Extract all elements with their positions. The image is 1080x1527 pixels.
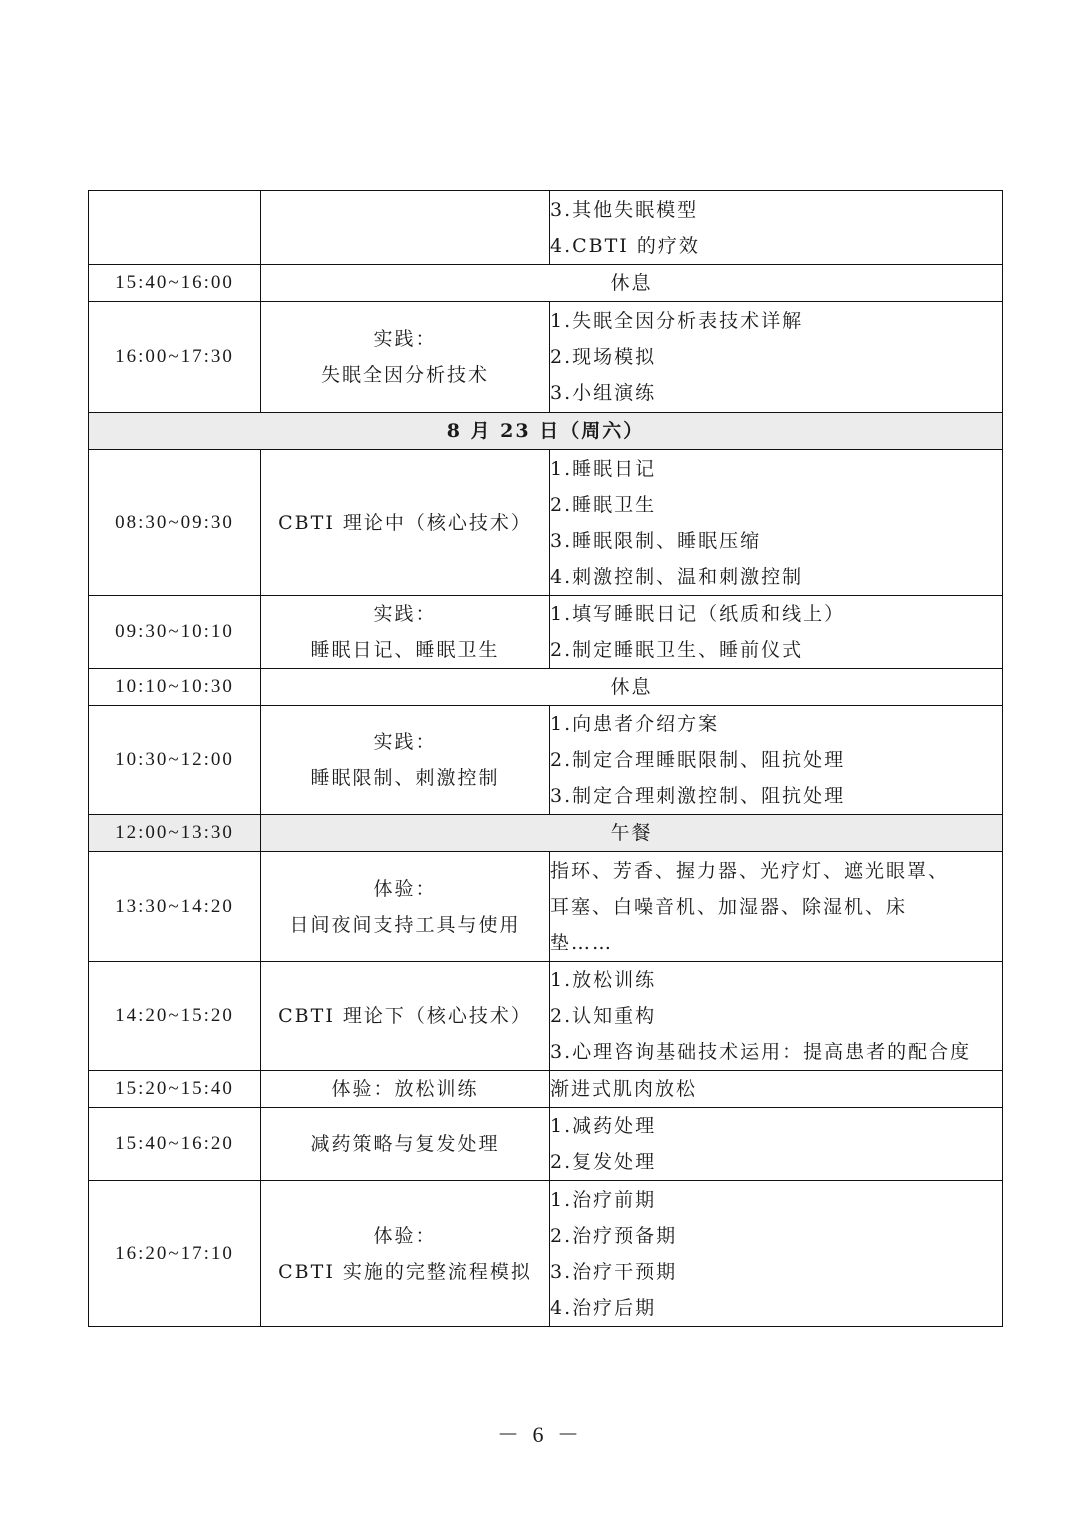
schedule-row: [89, 815, 1003, 852]
content-cell: [550, 1181, 1003, 1327]
topic-line: 体验：: [373, 877, 437, 900]
topic-cell: [261, 962, 550, 1071]
content-line: 3.治疗干预期: [550, 1260, 678, 1283]
content-line: 1.减药处理: [550, 1115, 657, 1137]
content-line: 2.睡眠卫生: [550, 493, 657, 516]
topic-line: 睡眠限制、刺激控制: [310, 767, 500, 789]
time-cell: 14:20~15:20: [89, 962, 261, 1071]
content-cell: [550, 191, 1003, 265]
topic-line: CBTI 理论中（核心技术）: [278, 511, 532, 534]
content-line: 2.复发处理: [550, 1151, 657, 1173]
content-line: 1.向患者介绍方案: [550, 713, 720, 735]
time-cell: 16:00~17:30: [89, 302, 261, 413]
content-cell: [550, 302, 1003, 413]
schedule-row: [89, 191, 1003, 265]
topic-cell: [261, 596, 550, 669]
schedule-row: [89, 1181, 1003, 1327]
content-line: 2.制定合理睡眠限制、阻抗处理: [550, 749, 846, 771]
topic-cell: [261, 1181, 550, 1327]
topic-line: 失眠全因分析技术: [320, 364, 489, 386]
schedule-row: [89, 1108, 1003, 1181]
topic-line: CBTI 实施的完整流程模拟: [278, 1260, 532, 1283]
content-line: 指环、芳香、握力器、光疗灯、遮光眼罩、: [550, 859, 950, 882]
topic-cell: [261, 706, 550, 815]
time-cell: 15:20~15:40: [89, 1071, 261, 1108]
time-cell: 09:30~10:10: [89, 596, 261, 669]
content-cell: [550, 450, 1003, 596]
content-line: 1.填写睡眠日记（纸质和线上）: [550, 603, 846, 625]
content-line: 3.心理咨询基础技术运用：提高患者的配合度: [550, 1041, 972, 1063]
topic-line: 日间夜间支持工具与使用: [289, 913, 521, 936]
topic-cell: [261, 1108, 550, 1181]
content-line: 4.CBTI 的疗效: [550, 234, 700, 257]
content-line: 2.治疗预备期: [550, 1224, 678, 1247]
content-cell: [550, 1071, 1003, 1108]
break-cell: 午餐: [261, 815, 1003, 852]
content-line: 1.放松训练: [550, 969, 657, 991]
content-cell: [550, 706, 1003, 815]
time-cell: 10:10~10:30: [89, 669, 261, 706]
schedule-row: [89, 1071, 1003, 1108]
content-line: 1.失眠全因分析表技术详解: [550, 310, 804, 332]
topic-line: 睡眠日记、睡眠卫生: [310, 639, 500, 661]
content-line: 2.制定睡眠卫生、睡前仪式: [550, 639, 804, 661]
content-line: 3.其他失眠模型: [550, 198, 699, 221]
schedule-row: [89, 450, 1003, 596]
time-cell: [89, 191, 261, 265]
time-cell: 15:40~16:20: [89, 1108, 261, 1181]
content-line: 耳塞、白噪音机、加湿器、除湿机、床: [550, 895, 908, 918]
topic-cell: [261, 302, 550, 413]
schedule-row: [89, 302, 1003, 413]
page-number: － 6 －: [496, 1422, 583, 1447]
topic-line: 实践：: [373, 328, 437, 350]
content-line: 3.睡眠限制、睡眠压缩: [550, 529, 762, 552]
schedule-row: [89, 852, 1003, 962]
time-cell: 13:30~14:20: [89, 852, 261, 962]
schedule-row: [89, 669, 1003, 706]
content-line: 1.睡眠日记: [550, 457, 657, 480]
schedule-row: [89, 962, 1003, 1071]
topic-cell: [261, 450, 550, 596]
topic-line: 减药策略与复发处理: [310, 1133, 500, 1155]
content-line: 4.刺激控制、温和刺激控制: [550, 565, 804, 588]
topic-line: 体验：: [373, 1224, 437, 1247]
topic-cell: [261, 852, 550, 962]
time-cell: 12:00~13:30: [89, 815, 261, 852]
schedule-row: [89, 413, 1003, 450]
content-line: 垫……: [550, 931, 614, 954]
topic-line: 体验：放松训练: [331, 1078, 479, 1100]
content-line: 渐进式肌肉放松: [550, 1078, 698, 1100]
topic-line: CBTI 理论下（核心技术）: [278, 1005, 532, 1027]
topic-cell: [261, 1071, 550, 1108]
time-cell: 10:30~12:00: [89, 706, 261, 815]
content-line: 2.现场模拟: [550, 346, 657, 368]
topic-cell: [261, 191, 550, 265]
time-cell: 16:20~17:10: [89, 1181, 261, 1327]
content-line: 2.认知重构: [550, 1005, 657, 1027]
schedule-row: [89, 265, 1003, 302]
time-cell: 08:30~09:30: [89, 450, 261, 596]
content-line: 3.制定合理刺激控制、阻抗处理: [550, 785, 846, 807]
break-cell: 休息: [261, 669, 1003, 706]
schedule-row: [89, 706, 1003, 815]
topic-line: 实践：: [373, 603, 437, 625]
content-line: 1.治疗前期: [550, 1188, 657, 1211]
schedule-table: [88, 190, 1003, 1327]
topic-line: 实践：: [373, 731, 437, 753]
content-cell: [550, 962, 1003, 1071]
content-cell: [550, 596, 1003, 669]
time-cell: 15:40~16:00: [89, 265, 261, 302]
content-cell: [550, 1108, 1003, 1181]
content-line: 4.治疗后期: [550, 1296, 657, 1319]
day-header: 8 月 23 日（周六）: [89, 413, 1003, 450]
schedule-row: [89, 596, 1003, 669]
content-cell: [550, 852, 1003, 962]
content-line: 3.小组演练: [550, 382, 657, 404]
break-cell: 休息: [261, 265, 1003, 302]
